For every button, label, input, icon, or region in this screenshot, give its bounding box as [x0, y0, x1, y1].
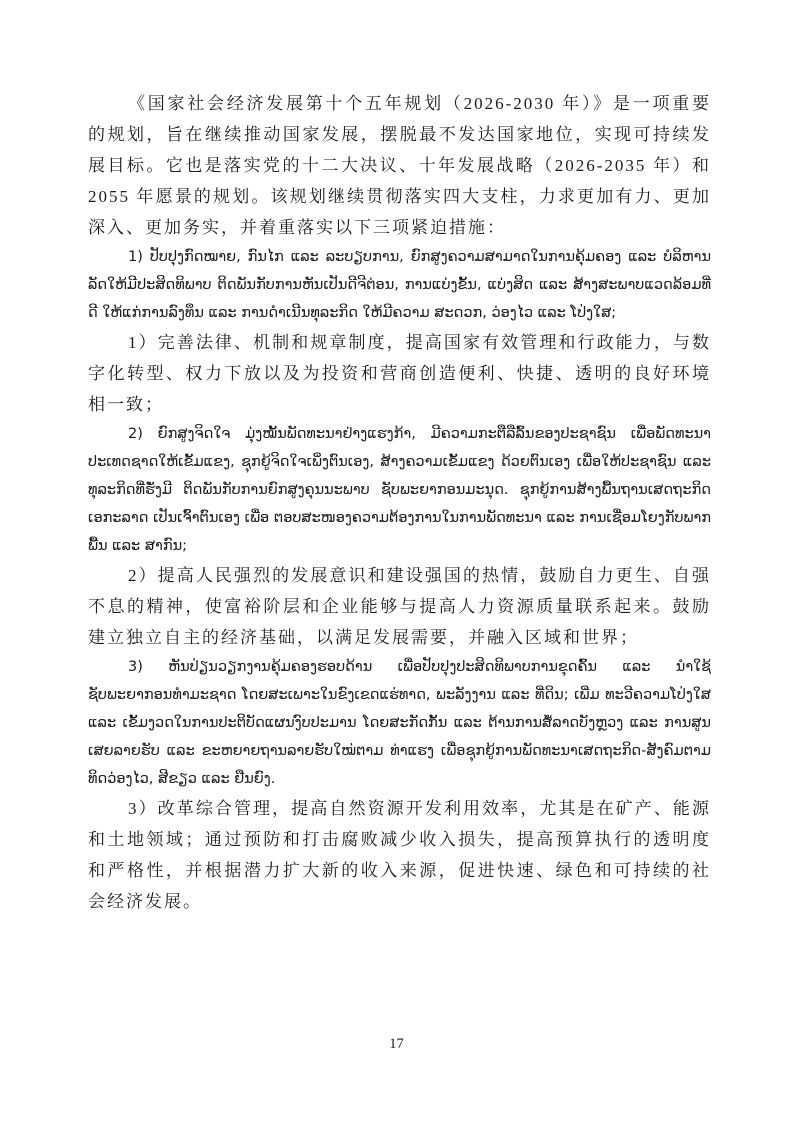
page-number: 17 [389, 1036, 404, 1052]
paragraph-measure-3-chinese: 3）改革综合管理，提高自然资源开发利用效率，尤其是在矿产、能源和土地领域；通过预防和打击腐败减少收入损失，提高预算执行的透明度和严格性，并根据潜力扩大新的收入来源，促进快速、绿色和可持续的社会经济发展。 [88, 799, 711, 911]
paragraph-measure-1-lao: 1) ປັບປຸງກົດໝາຍ, ກົນໄກ ແລະ ລະບຽບການ, ຍົກສູງຄວາມສາມາດໃນການຄຸ້ມຄອງ ແລະ ບໍລິຫານລັດໃຫ້ມີປະສິດທິພາບ ຕິດພັນກັບການຫັນເປັນດີຈີຕ່ອນ, ການແບ່ງຂັ້ນ, ແບ່ງສິດ ແລະ ສ້າງສະພາບແວດລ້ອມທີ່ດີ ໃຫ້ແກ່ການລົງທຶນ ແລະ ການດຳເນີນທຸລະກິດ ໃຫ້ມີຄວາມ ສະດວກ, ວ່ອງໄວ ແລະ ໂປ່ງໃສ; [88, 249, 711, 321]
paragraph-intro-chinese: 《国家社会经济发展第十个五年规划（2026-2030 年）》是一项重要的规划，旨在继续推动国家发展，摆脱最不发达国家地位，实现可持续发展目标。它也是落实党的十二大决议、十年发展战略（2026-2035 年）和 2055 年愿景的规划。该规划继续贯彻落实四大支柱，力求更加有力、更加深入、更加务实，并着重落实以下三项紧迫措施： [88, 94, 711, 237]
paragraph-measure-3-lao: 3) ຫັນປ່ຽນວຽກງານຄຸ້ມຄອງຮອບດ້ານ ເພື່ອປັບປຸງປະສິດທິພາບການຂຸດຄົ້ນ ແລະ ນຳໃຊ້ ຊັບພະຍາກອນທຳມະຊາດ ໂດຍສະເພາະໃນຂົງເຂດແຮ່ທາດ, ພະລັງງານ ແລະ ທີ່ດິນ; ເພີ່ມ ທະວີຄວາມໂປ່ງໃສ ແລະ ເຂັ້ມງວດໃນການປະຕິບັດແຜນງົບປະມານ ໂດຍສະກັດກັ້ນ ແລະ ຕ້ານການສໍ້ລາດບັງຫຼວງ ແລະ ການສູນເສຍລາຍຮັບ ແລະ ຂະຫຍາຍຖານລາຍຮັບໃໝ່ຕາມ ທ່າແຮງ ເພື່ອຊຸກຍູ້ການພັດທະນາເສດຖະກິດ-ສັງຄົມຕາມທິດວ່ອງໄວ, ສີຂຽວ ແລະ ຢືນຍົງ. [88, 659, 711, 787]
paragraph-measure-2-chinese: 2）提高人民强烈的发展意识和建设强国的热情，鼓励自力更生、自强不息的精神，使富裕阶层和企业能够与提高人力资源质量联系起来。鼓励建立独立自主的经济基础，以满足发展需要，并融入区域和世界； [88, 566, 711, 647]
document-body [88, 88, 711, 917]
paragraph-measure-2-lao: 2) ຍົກສູງຈິດໃຈ ມຸ່ງໝັ້ນພັດທະນາຢ່າງແຮງກ້າ, ມີຄວາມກະຕືລືລົ້ນຂອງປະຊາຊົນ ເພື່ອພັດທະນາປະເທດຊາດໃຫ້ເຂັ້ມແຂງ, ຊຸກຍູ້ຈິດໃຈເພິ່ງຕົນເອງ, ສ້າງຄວາມເຂັ້ມແຂງ ດ້ວຍຕົນເອງ ເພື່ອໃຫ້ປະຊາຊົນ ແລະ ທຸລະກິດທີ່ຮັ່ງມີ ຕິດພັນກັບການຍົກສູງຄຸນນະພາບ ຊັບພະຍາກອນມະນຸດ. ຊຸກຍູ້ການສ້າງພື້ນຖານເສດຖະກິດເອກະລາດ ເປັນເຈົ້າຕົນເອງ ເພື່ອ ຕອບສະໜອງຄວາມຕ້ອງການໃນການພັດທະນາ ແລະ ການເຊື່ອມໂຍງກັບພາກພື້ນ ແລະ ສາກົນ; [88, 426, 711, 554]
paragraph-measure-1-chinese: 1）完善法律、机制和规章制度，提高国家有效管理和行政能力，与数字化转型、权力下放以及为投资和营商创造便利、快捷、透明的良好环境相一致； [88, 333, 711, 414]
